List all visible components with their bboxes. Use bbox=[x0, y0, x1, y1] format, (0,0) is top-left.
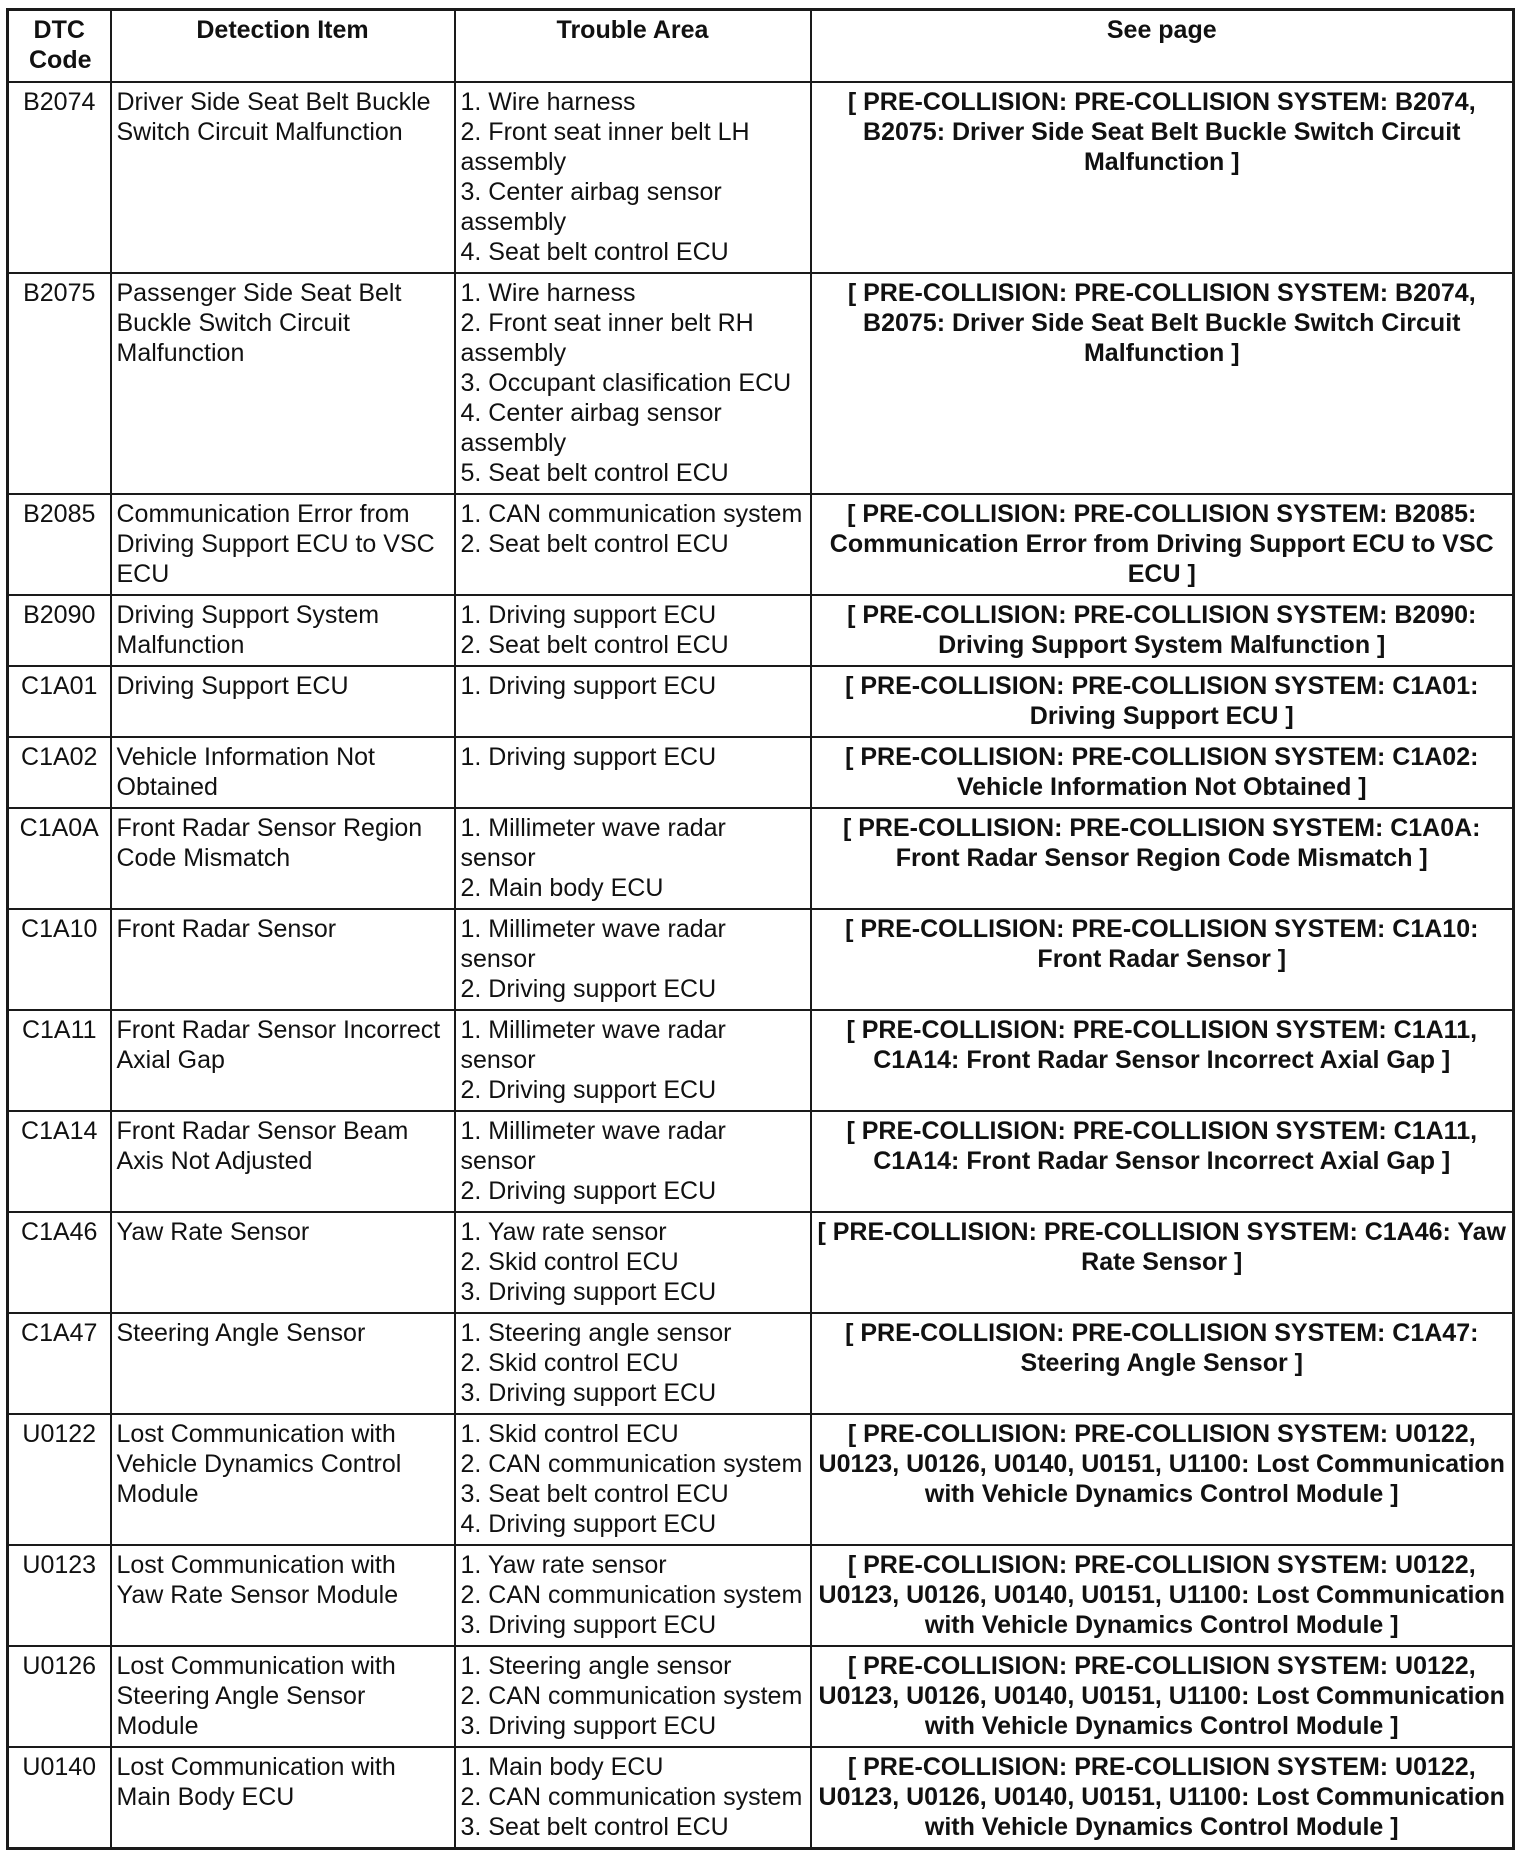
trouble-area-item: 2. Skid control ECU bbox=[460, 1349, 679, 1377]
dtc-code-cell: B2085 bbox=[8, 494, 111, 595]
dtc-code-cell: C1A14 bbox=[8, 1111, 111, 1212]
trouble-area-cell bbox=[455, 808, 811, 909]
table-row bbox=[8, 666, 1514, 737]
trouble-area-item: 1. Skid control ECU bbox=[460, 1420, 679, 1448]
dtc-code-cell: U0126 bbox=[8, 1646, 111, 1747]
trouble-area-item: 4. Driving support ECU bbox=[460, 1510, 717, 1538]
see-page-link[interactable]: [ PRE-COLLISION: PRE-COLLISION SYSTEM: B2085: Communication Error from Driving Support ECU to VSC ECU ] bbox=[811, 494, 1514, 595]
trouble-area-item: 2. Driving support ECU bbox=[460, 1177, 717, 1205]
table-row bbox=[8, 909, 1514, 1010]
see-page-link[interactable]: [ PRE-COLLISION: PRE-COLLISION SYSTEM: C1A11, C1A14: Front Radar Sensor Incorrect Axial Gap ] bbox=[811, 1010, 1514, 1111]
dtc-code-cell: C1A10 bbox=[8, 909, 111, 1010]
trouble-area-item: 2. Front seat inner belt LH assembly bbox=[460, 118, 750, 176]
see-page-link[interactable]: [ PRE-COLLISION: PRE-COLLISION SYSTEM: C1A02: Vehicle Information Not Obtained ] bbox=[811, 737, 1514, 808]
see-page-link[interactable]: [ PRE-COLLISION: PRE-COLLISION SYSTEM: B2074, B2075: Driver Side Seat Belt Buckle Switch Circuit Malfunction ] bbox=[811, 82, 1514, 273]
trouble-area-cell bbox=[455, 1414, 811, 1545]
detection-item-cell: Driving Support System Malfunction bbox=[111, 595, 455, 666]
trouble-area-cell bbox=[455, 82, 811, 273]
trouble-area-item: 4. Seat belt control ECU bbox=[460, 238, 729, 266]
see-page-link[interactable]: [ PRE-COLLISION: PRE-COLLISION SYSTEM: C1A47: Steering Angle Sensor ] bbox=[811, 1313, 1514, 1414]
detection-item-cell: Front Radar Sensor Incorrect Axial Gap bbox=[111, 1010, 455, 1111]
dtc-code-cell: B2090 bbox=[8, 595, 111, 666]
trouble-area-item: 3. Driving support ECU bbox=[460, 1611, 717, 1639]
see-page-link[interactable]: [ PRE-COLLISION: PRE-COLLISION SYSTEM: U0122, U0123, U0126, U0140, U0151, U1100: Lost Communication with Vehicle Dynamics Control Module ] bbox=[811, 1747, 1514, 1849]
trouble-area-item: 1. Millimeter wave radar sensor bbox=[460, 915, 726, 973]
detection-item-cell: Front Radar Sensor bbox=[111, 909, 455, 1010]
trouble-area-cell bbox=[455, 1646, 811, 1747]
trouble-area-item: 3. Seat belt control ECU bbox=[460, 1480, 729, 1508]
see-page-link[interactable]: [ PRE-COLLISION: PRE-COLLISION SYSTEM: C1A0A: Front Radar Sensor Region Code Mismatch ] bbox=[811, 808, 1514, 909]
trouble-area-item: 1. Millimeter wave radar sensor bbox=[460, 1016, 726, 1074]
dtc-code-cell: C1A47 bbox=[8, 1313, 111, 1414]
trouble-area-item: 1. CAN communication system bbox=[460, 500, 803, 528]
detection-item-cell: Driving Support ECU bbox=[111, 666, 455, 737]
trouble-area-cell bbox=[455, 1212, 811, 1313]
table-body bbox=[8, 82, 1514, 1849]
trouble-area-cell bbox=[455, 1313, 811, 1414]
see-page-link[interactable]: [ PRE-COLLISION: PRE-COLLISION SYSTEM: U0122, U0123, U0126, U0140, U0151, U1100: Lost Communication with Vehicle Dynamics Control Module ] bbox=[811, 1545, 1514, 1646]
table-row bbox=[8, 808, 1514, 909]
trouble-area-cell bbox=[455, 666, 811, 737]
see-page-link[interactable]: [ PRE-COLLISION: PRE-COLLISION SYSTEM: C1A10: Front Radar Sensor ] bbox=[811, 909, 1514, 1010]
dtc-code-cell: C1A46 bbox=[8, 1212, 111, 1313]
detection-item-cell: Vehicle Information Not Obtained bbox=[111, 737, 455, 808]
table-row bbox=[8, 1212, 1514, 1313]
trouble-area-item: 3. Seat belt control ECU bbox=[460, 1813, 729, 1841]
see-page-link[interactable]: [ PRE-COLLISION: PRE-COLLISION SYSTEM: B2090: Driving Support System Malfunction ] bbox=[811, 595, 1514, 666]
dtc-code-cell: B2075 bbox=[8, 273, 111, 494]
dtc-code-cell: C1A0A bbox=[8, 808, 111, 909]
trouble-area-item: 2. Skid control ECU bbox=[460, 1248, 679, 1276]
trouble-area-item: 2. CAN communication system bbox=[460, 1581, 803, 1609]
trouble-area-item: 3. Driving support ECU bbox=[460, 1278, 717, 1306]
detection-item-cell: Yaw Rate Sensor bbox=[111, 1212, 455, 1313]
table-row bbox=[8, 737, 1514, 808]
trouble-area-cell bbox=[455, 737, 811, 808]
trouble-area-item: 1. Driving support ECU bbox=[460, 601, 717, 629]
dtc-code-cell: C1A11 bbox=[8, 1010, 111, 1111]
trouble-area-cell bbox=[455, 1010, 811, 1111]
detection-item-cell: Lost Communication with Steering Angle Sensor Module bbox=[111, 1646, 455, 1747]
header-detection-item: Detection Item bbox=[111, 10, 455, 83]
trouble-area-item: 1. Driving support ECU bbox=[460, 743, 717, 771]
detection-item-cell: Communication Error from Driving Support ECU to VSC ECU bbox=[111, 494, 455, 595]
dtc-code-cell: U0123 bbox=[8, 1545, 111, 1646]
header-row bbox=[8, 10, 1514, 83]
table-row bbox=[8, 1111, 1514, 1212]
table-header bbox=[8, 10, 1514, 83]
dtc-code-cell: U0140 bbox=[8, 1747, 111, 1849]
trouble-area-cell bbox=[455, 1545, 811, 1646]
trouble-area-item: 1. Main body ECU bbox=[460, 1753, 664, 1781]
trouble-area-item: 1. Yaw rate sensor bbox=[460, 1551, 667, 1579]
detection-item-cell: Front Radar Sensor Beam Axis Not Adjusted bbox=[111, 1111, 455, 1212]
trouble-area-item: 1. Steering angle sensor bbox=[460, 1652, 732, 1680]
table-row bbox=[8, 595, 1514, 666]
trouble-area-cell bbox=[455, 273, 811, 494]
trouble-area-item: 1. Millimeter wave radar sensor bbox=[460, 814, 726, 872]
trouble-area-item: 1. Driving support ECU bbox=[460, 672, 717, 700]
trouble-area-item: 1. Yaw rate sensor bbox=[460, 1218, 667, 1246]
see-page-link[interactable]: [ PRE-COLLISION: PRE-COLLISION SYSTEM: U0122, U0123, U0126, U0140, U0151, U1100: Lost Communication with Vehicle Dynamics Control Module ] bbox=[811, 1414, 1514, 1545]
see-page-link[interactable]: [ PRE-COLLISION: PRE-COLLISION SYSTEM: U0122, U0123, U0126, U0140, U0151, U1100: Lost Communication with Vehicle Dynamics Control Module ] bbox=[811, 1646, 1514, 1747]
table-row bbox=[8, 1747, 1514, 1849]
trouble-area-cell bbox=[455, 1111, 811, 1212]
trouble-area-item: 3. Driving support ECU bbox=[460, 1379, 717, 1407]
table-row bbox=[8, 1010, 1514, 1111]
table-row bbox=[8, 1414, 1514, 1545]
detection-item-cell: Driver Side Seat Belt Buckle Switch Circuit Malfunction bbox=[111, 82, 455, 273]
detection-item-cell: Lost Communication with Vehicle Dynamics Control Module bbox=[111, 1414, 455, 1545]
trouble-area-item: 1. Millimeter wave radar sensor bbox=[460, 1117, 726, 1175]
trouble-area-item: 1. Steering angle sensor bbox=[460, 1319, 732, 1347]
trouble-area-cell bbox=[455, 1747, 811, 1849]
trouble-area-item: 2. Driving support ECU bbox=[460, 975, 717, 1003]
trouble-area-item: 1. Wire harness bbox=[460, 88, 636, 116]
table-row bbox=[8, 82, 1514, 273]
detection-item-cell: Steering Angle Sensor bbox=[111, 1313, 455, 1414]
trouble-area-item: 4. Center airbag sensor assembly bbox=[460, 399, 722, 457]
table-row bbox=[8, 1646, 1514, 1747]
trouble-area-cell bbox=[455, 494, 811, 595]
header-dtc-code: DTC Code bbox=[8, 10, 111, 83]
table-row bbox=[8, 1545, 1514, 1646]
trouble-area-item: 2. Main body ECU bbox=[460, 874, 664, 902]
table-row bbox=[8, 273, 1514, 494]
trouble-area-item: 5. Seat belt control ECU bbox=[460, 459, 729, 487]
dtc-code-cell: C1A02 bbox=[8, 737, 111, 808]
header-see-page: See page bbox=[811, 10, 1514, 83]
trouble-area-item: 2. CAN communication system bbox=[460, 1783, 803, 1811]
see-page-link[interactable]: [ PRE-COLLISION: PRE-COLLISION SYSTEM: C1A46: Yaw Rate Sensor ] bbox=[811, 1212, 1514, 1313]
trouble-area-cell bbox=[455, 595, 811, 666]
trouble-area-item: 1. Wire harness bbox=[460, 279, 636, 307]
trouble-area-item: 2. Driving support ECU bbox=[460, 1076, 717, 1104]
header-trouble-area: Trouble Area bbox=[455, 10, 811, 83]
see-page-link[interactable]: [ PRE-COLLISION: PRE-COLLISION SYSTEM: C1A01: Driving Support ECU ] bbox=[811, 666, 1514, 737]
dtc-code-cell: B2074 bbox=[8, 82, 111, 273]
trouble-area-item: 2. Front seat inner belt RH assembly bbox=[460, 309, 754, 367]
trouble-area-item: 2. Seat belt control ECU bbox=[460, 631, 729, 659]
see-page-link[interactable]: [ PRE-COLLISION: PRE-COLLISION SYSTEM: B2074, B2075: Driver Side Seat Belt Buckle Switch Circuit Malfunction ] bbox=[811, 273, 1514, 494]
detection-item-cell: Lost Communication with Yaw Rate Sensor Module bbox=[111, 1545, 455, 1646]
table-row bbox=[8, 1313, 1514, 1414]
trouble-area-item: 3. Center airbag sensor assembly bbox=[460, 178, 722, 236]
dtc-code-cell: U0122 bbox=[8, 1414, 111, 1545]
detection-item-cell: Passenger Side Seat Belt Buckle Switch Circuit Malfunction bbox=[111, 273, 455, 494]
trouble-area-item: 2. CAN communication system bbox=[460, 1682, 803, 1710]
trouble-area-item: 2. CAN communication system bbox=[460, 1450, 803, 1478]
detection-item-cell: Lost Communication with Main Body ECU bbox=[111, 1747, 455, 1849]
dtc-code-cell: C1A01 bbox=[8, 666, 111, 737]
dtc-table bbox=[6, 8, 1515, 1850]
trouble-area-item: 3. Driving support ECU bbox=[460, 1712, 717, 1740]
trouble-area-item: 2. Seat belt control ECU bbox=[460, 530, 729, 558]
trouble-area-cell bbox=[455, 909, 811, 1010]
detection-item-cell: Front Radar Sensor Region Code Mismatch bbox=[111, 808, 455, 909]
see-page-link[interactable]: [ PRE-COLLISION: PRE-COLLISION SYSTEM: C1A11, C1A14: Front Radar Sensor Incorrect Axial Gap ] bbox=[811, 1111, 1514, 1212]
trouble-area-item: 3. Occupant clasification ECU bbox=[460, 369, 792, 397]
table-row bbox=[8, 494, 1514, 595]
